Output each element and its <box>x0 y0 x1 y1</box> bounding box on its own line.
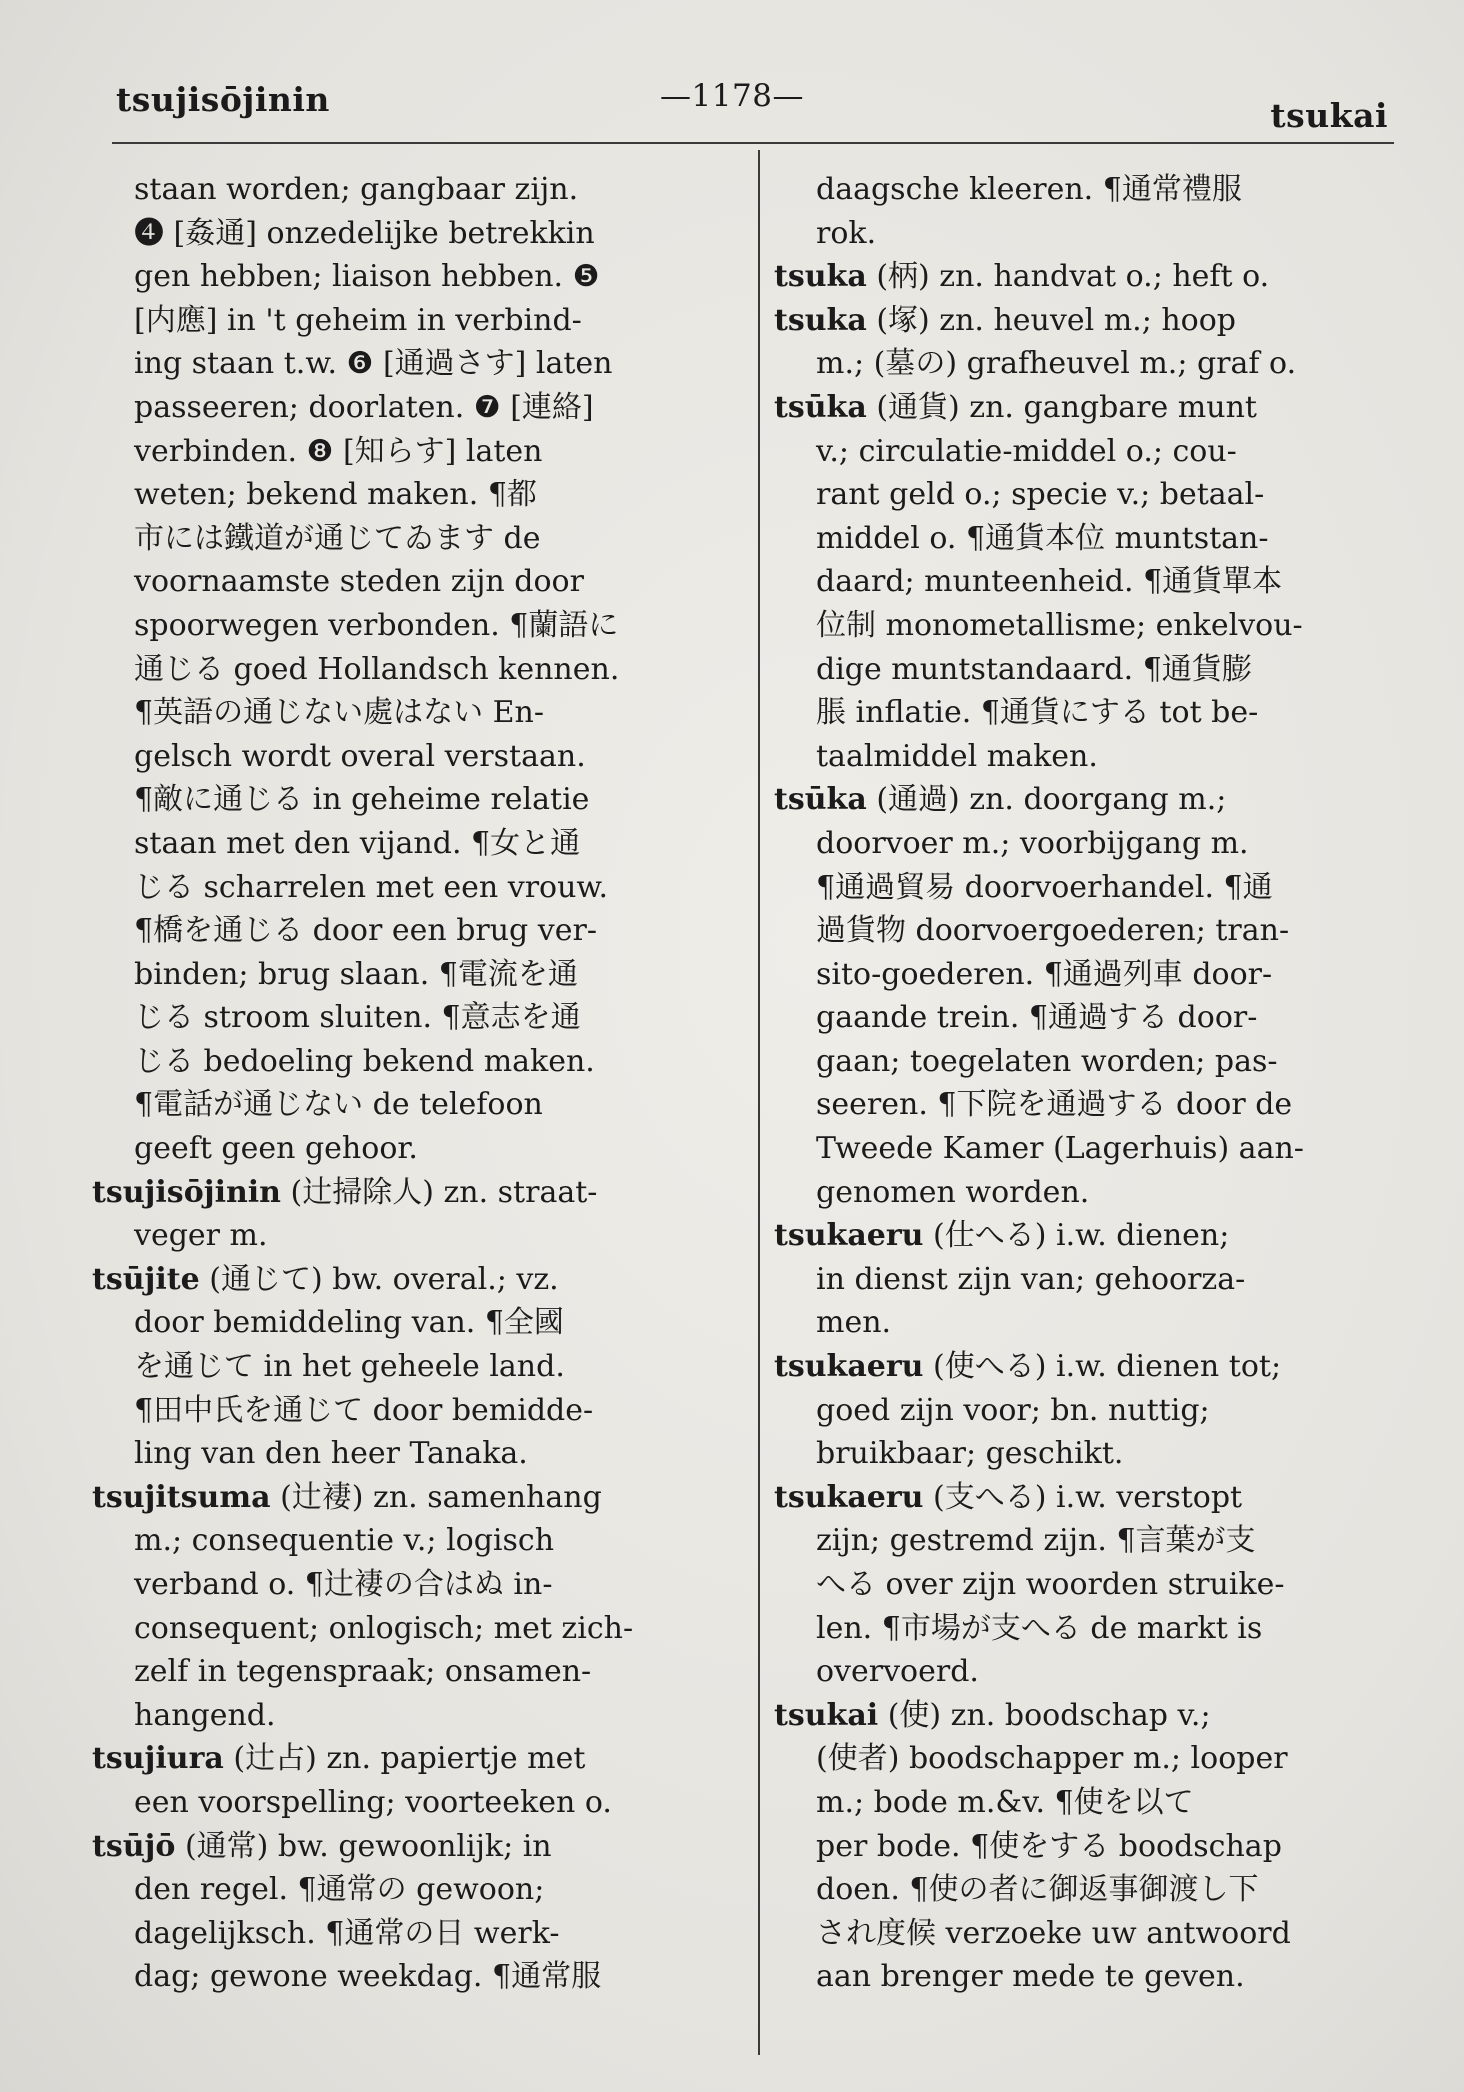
headword: tsujisōjinin <box>92 1174 281 1210</box>
text-line: rant geld o.; specie v.; betaal- <box>816 477 1265 513</box>
text-line: ¶通過貿易 doorvoerhandel. ¶通 <box>816 869 1273 905</box>
text-line: zelf in tegenspraak; onsamen- <box>134 1654 592 1690</box>
text-line: tsujiura (辻占) zn. papiertje met <box>92 1741 586 1777</box>
text-line: tsūjō (通常) bw. gewoonlijk; in <box>92 1828 552 1864</box>
text-line: ¶敵に通じる in geheime relatie <box>134 782 590 818</box>
text-line: gelsch wordt overal verstaan. <box>134 738 586 774</box>
text-line: 位制 monometallisme; enkelvou- <box>816 607 1303 643</box>
text-line: weten; bekend maken. ¶都 <box>134 477 537 513</box>
text-line: ¶電話が通じない de telefoon <box>134 1087 543 1123</box>
text-line: gaan; toegelaten worden; pas- <box>816 1043 1278 1079</box>
text-line: へる over zijn woorden struike- <box>816 1567 1285 1602</box>
headword: tsukaeru <box>774 1349 924 1385</box>
text-line: rok. <box>816 215 877 251</box>
text-line: staan worden; gangbaar zijn. <box>134 172 579 207</box>
text-line: ing staan t.w. ❻ [通過さす] laten <box>134 346 613 382</box>
headword: tsūjite <box>92 1261 200 1297</box>
text-line: tsūka (通過) zn. doorgang m.; <box>774 782 1227 818</box>
left-column <box>92 168 729 1999</box>
text-line: (使者) boodschapper m.; looper <box>816 1741 1288 1777</box>
text-line: tsukai (使) zn. boodschap v.; <box>774 1697 1211 1733</box>
headword: tsūka <box>774 782 867 818</box>
text-line: in dienst zijn van; gehoorza- <box>816 1261 1246 1297</box>
headword: tsūjō <box>92 1828 176 1864</box>
text-line: zijn; gestremd zijn. ¶言葉が支 <box>816 1523 1256 1559</box>
text-line: Tweede Kamer (Lagerhuis) aan- <box>816 1131 1304 1167</box>
text-line: [内應] in 't geheim in verbind- <box>134 302 582 338</box>
column-divider <box>758 150 760 2055</box>
text-line: een voorspelling; voorteeken o. <box>134 1784 612 1820</box>
text-line: veger m. <box>134 1218 268 1254</box>
text-line: dag; gewone weekdag. ¶通常服 <box>134 1959 602 1995</box>
text-line: じる bedoeling bekend maken. <box>134 1043 595 1079</box>
text-line: tsukaeru (支へる) i.w. verstopt <box>774 1479 1243 1515</box>
text-line: taalmiddel maken. <box>816 738 1098 774</box>
text-line: tsuka (柄) zn. handvat o.; heft o. <box>774 259 1270 295</box>
text-line: overvoerd. <box>816 1654 979 1690</box>
text-line: men. <box>816 1305 892 1341</box>
text-line: m.; consequentie v.; logisch <box>134 1523 555 1559</box>
text-line: verbinden. ❽ [知らす] laten <box>134 433 543 469</box>
headword: tsukaeru <box>774 1479 924 1515</box>
text-line: daagsche kleeren. ¶通常禮服 <box>816 172 1242 207</box>
text-line: tsujisōjinin (辻掃除人) zn. straat- <box>92 1174 598 1210</box>
text-line: doorvoer m.; voorbijgang m. <box>816 825 1249 861</box>
text-line: daard; munteenheid. ¶通貨單本 <box>816 564 1283 600</box>
text-line: consequent; onlogisch; met zich- <box>134 1610 634 1646</box>
text-line: door bemiddeling van. ¶全國 <box>134 1305 564 1341</box>
headword: tsūka <box>774 389 867 425</box>
text-line: 市には鐵道が通じてゐます de <box>134 520 541 556</box>
running-head-right: tsukai <box>1270 96 1388 135</box>
header-rule <box>112 142 1394 144</box>
text-line: 脹 inflatie. ¶通貨にする tot be- <box>816 695 1259 731</box>
text-line: hangend. <box>134 1697 276 1733</box>
text-line: staan met den vijand. ¶女と通 <box>134 825 581 861</box>
text-line: per bode. ¶使をする boodschap <box>816 1828 1282 1864</box>
text-line: genomen worden. <box>816 1174 1090 1210</box>
running-head-left: tsujisōjinin <box>116 80 330 119</box>
text-line: bruikbaar; geschikt. <box>816 1436 1124 1472</box>
headword: tsukaeru <box>774 1218 924 1254</box>
text-line: voornaamste steden zijn door <box>134 564 584 600</box>
headword: tsujitsuma <box>92 1479 271 1515</box>
text-line: ¶田中氏を通じて door bemidde- <box>134 1392 594 1428</box>
page-number: —1178— <box>660 78 804 114</box>
text-line: ❹ [姦通] onzedelijke betrekkin <box>134 215 595 251</box>
text-line: m.; (墓の) grafheuvel m.; graf o. <box>816 346 1297 382</box>
text-line: den regel. ¶通常の gewoon; <box>134 1872 545 1908</box>
text-line: m.; bode m.&v. ¶使を以て <box>816 1784 1194 1820</box>
text-line: seeren. ¶下院を通過する door de <box>816 1087 1293 1123</box>
text-line: tsujitsuma (辻褄) zn. samenhang <box>92 1479 602 1515</box>
text-line: ling van den heer Tanaka. <box>134 1436 528 1472</box>
text-line: tsūka (通貨) zn. gangbare munt <box>774 389 1257 425</box>
text-line: tsūjite (通じて) bw. overal.; vz. <box>92 1261 559 1297</box>
text-line: され度候 verzoeke uw antwoord <box>816 1915 1291 1951</box>
text-line: goed zijn voor; bn. nuttig; <box>816 1392 1210 1428</box>
text-line: dagelijksch. ¶通常の日 werk- <box>134 1915 560 1951</box>
text-line: v.; circulatie-middel o.; cou- <box>816 433 1237 469</box>
text-line: じる scharrelen met een vrouw. <box>134 869 609 905</box>
headword: tsukai <box>774 1697 879 1733</box>
text-line: じる stroom sluiten. ¶意志を通 <box>134 1000 581 1036</box>
text-line: gaande trein. ¶通過する door- <box>816 1000 1258 1036</box>
headword: tsujiura <box>92 1741 224 1777</box>
headword: tsuka <box>774 259 867 295</box>
text-line: doen. ¶使の者に御返事御渡し下 <box>816 1872 1259 1908</box>
text-line: tsukaeru (使へる) i.w. dienen tot; <box>774 1349 1282 1385</box>
text-line: aan brenger mede te geven. <box>816 1959 1245 1995</box>
text-line: passeeren; doorlaten. ❼ [連絡] <box>134 389 594 425</box>
text-line: verband o. ¶辻褄の合はぬ in- <box>134 1567 553 1602</box>
text-line: tsuka (塚) zn. heuvel m.; hoop <box>774 302 1236 338</box>
text-line: dige muntstandaard. ¶通貨膨 <box>816 651 1252 687</box>
text-line: ¶橋を通じる door een brug ver- <box>134 913 597 949</box>
text-line: gen hebben; liaison hebben. ❺ <box>134 259 600 295</box>
text-line: geeft geen gehoor. <box>134 1131 418 1167</box>
text-line: 通じる goed Hollandsch kennen. <box>134 651 620 687</box>
text-line: ¶英語の通じない處はない En- <box>134 695 544 731</box>
text-line: sito-goederen. ¶通過列車 door- <box>816 956 1273 992</box>
text-line: を通じて in het geheele land. <box>134 1349 565 1385</box>
right-column <box>774 168 1396 1999</box>
text-line: binden; brug slaan. ¶電流を通 <box>134 956 578 992</box>
text-line: spoorwegen verbonden. ¶蘭語に <box>134 607 619 643</box>
text-line: tsukaeru (仕へる) i.w. dienen; <box>774 1218 1230 1254</box>
text-line: middel o. ¶通貨本位 muntstan- <box>816 520 1269 556</box>
text-line: 過貨物 doorvoergoederen; tran- <box>816 913 1290 949</box>
text-line: len. ¶市場が支へる de markt is <box>816 1610 1263 1646</box>
headword: tsuka <box>774 302 867 338</box>
